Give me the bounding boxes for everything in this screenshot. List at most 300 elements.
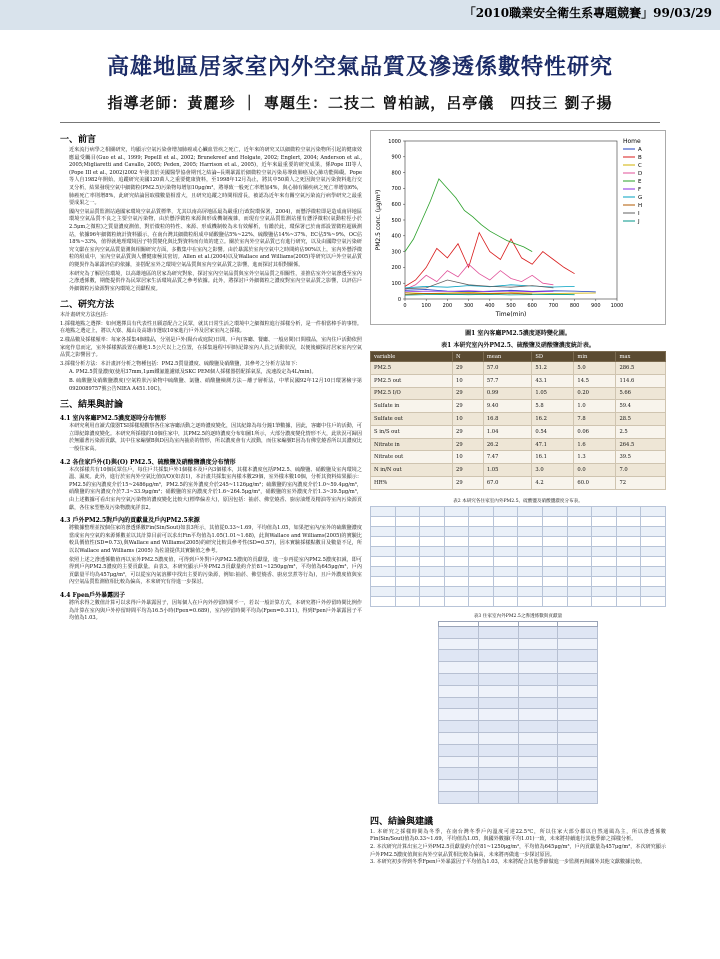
table-row [439, 780, 598, 792]
table-1-cell: 28.5 [616, 413, 666, 426]
table-2-cell [641, 506, 666, 516]
table-1-caption: 表1 本研究室內外PM2.5、硫酸鹽及硝酸鹽濃度統計表。 [441, 342, 595, 349]
table-row [439, 697, 598, 709]
table-1-cell: 59.4 [616, 400, 666, 413]
table-2-cell [641, 586, 666, 596]
y-tick-label: 500 [391, 217, 401, 224]
table-2-cell [371, 566, 396, 576]
table-1-cell: 7.47 [483, 451, 532, 464]
table-2-cell [567, 556, 592, 566]
table-2-cell [518, 566, 543, 576]
table-2-cell [395, 526, 420, 536]
table-2-cell [567, 546, 592, 556]
pm25-time-series-chart [371, 131, 665, 324]
table-2-cell [420, 566, 445, 576]
table-3-cell [439, 732, 479, 744]
table-1-header-cell: N [453, 352, 484, 362]
table-2-cell [371, 536, 396, 546]
results-paragraph-5: 將所求得之數值計算可以求得戶外暴露因子，因每個人在戶內外停留時間不一，若以一般計算方式，本研究將戶外停留時間比例作為計算在室內與戶外停留時間平均為16.5小時(Fpen=0.689)，室內停留時間平均為(Fpen=0.311)，得到Fpen戶外暴露因子平均值為1.03。 [69, 599, 362, 622]
table-1-cell: 57.0 [483, 362, 532, 375]
table-3-cell [558, 650, 598, 662]
table-3-cell [478, 662, 518, 674]
table-1-cell: 5.0 [574, 362, 616, 375]
conclusion-item-2: 2. 本次研究計算出室之戶外PM2.5貢獻量約介於81~1250μg/m³，平均值為645μg/m³，戶內貢獻量為457μg/m³，本次研究顯示戶外PM2.5濃度值與室內外空氣品質相比較為偏高，未來將再做進一步探討原因。 [370, 843, 666, 858]
table-3-cell [439, 638, 479, 650]
table-3-cell [439, 756, 479, 768]
table-2-cell [420, 556, 445, 566]
table-1-cell: 39.5 [616, 451, 666, 464]
legend-entry: J [638, 219, 640, 225]
table-2-cell [518, 576, 543, 586]
table-2-cell [616, 546, 641, 556]
table-1-cell: 29 [453, 425, 484, 438]
table-3-cell [439, 697, 479, 709]
results-subheading-4: 4.4 Fpen戶外暴露因子 [60, 591, 126, 599]
table-2-cell [444, 566, 469, 576]
table-2-cell [567, 526, 592, 536]
table-row [439, 791, 598, 803]
table-2-cell [592, 566, 617, 576]
table-3-cell [518, 756, 558, 768]
table-row [371, 566, 666, 576]
poster-authors: 指導老師：黃麗珍 ｜ 專題生：二技二 曾柏誠，呂亭儀 四技三 劉子揚 [107, 94, 613, 112]
title-divider [60, 122, 660, 123]
methods-item-a: A. PM2.5質量濃度(使用37mm,1μm鐵氟龍濾紙及SKC PEM個人採樣器搭配採氣泵，流速設定為4L/min)。 [69, 369, 317, 376]
table-3-cell [478, 650, 518, 662]
table-3-cell [478, 768, 518, 780]
table-3-cell [558, 697, 598, 709]
x-tick-label: 700 [548, 303, 559, 309]
x-tick-label: 100 [421, 303, 431, 309]
table-row [439, 721, 598, 733]
table-2-cell [420, 516, 445, 526]
table-row [371, 400, 666, 413]
methods-item-1: 1.採樣地點之選擇：如何選擇具有代表性且願意配合之民眾，就其日常生活之環境中之細微粒進行採樣分析，是一件相當棒手的事情。在地點之選定上，將以大寮、鳳山及高雄市選取10家進行戶外及居家室內之採樣。 [60, 320, 362, 335]
table-1-cell: 4.2 [532, 477, 574, 490]
legend-entry: F [638, 187, 642, 193]
legend-entry: I [638, 211, 640, 217]
table-1-cell: 10 [453, 413, 484, 426]
table-2-cell [444, 516, 469, 526]
table-3-cell [518, 638, 558, 650]
table-2-cell [518, 536, 543, 546]
table-3-cell [478, 685, 518, 697]
table-1-cell: 7.0 [616, 464, 666, 477]
table-2-cell [493, 556, 518, 566]
table-3-cell [439, 650, 479, 662]
table-row [371, 425, 666, 438]
table-row [439, 756, 598, 768]
table-1-cell: 57.7 [483, 374, 532, 387]
table-3-cell [439, 685, 479, 697]
table-2-cell [395, 506, 420, 516]
results-paragraph-4: 依照上述之滲透係數值再以室外PM2.5濃度值，可得到戶外對戶內PM2.5濃度的貢獻量，進一步再從室內PM2.5濃度扣減，即可得到戶內PM2.5濃度的主要貢獻量。由表3，本研究顯示戶外PM2.5貢獻量約介於81~1250μg/m³，平均值為645μg/m³，戶內貢獻量平均為457μg/m³，可以從室內氣溶膠中找出主要的污染源，例如:抽菸、佛堂燒香、廚房烹煮等行為)，且戶外濃度值與室內空氣品質監測值相比較為偏高，本來研究有待進一步探討。 [69, 556, 362, 586]
table-row [371, 516, 666, 526]
x-tick-label: 300 [463, 303, 474, 309]
table-2-cell [616, 576, 641, 586]
table-2-cell [543, 546, 568, 556]
table-2-cell [543, 506, 568, 516]
table-row [439, 662, 598, 674]
right-column [370, 130, 666, 956]
table-2-cell [371, 596, 396, 606]
results-subheading-1: 4.1 室內客廳PM2.5濃度逐時分布情形 [60, 415, 167, 423]
table-2-cell [543, 536, 568, 546]
legend-entry: B [638, 155, 642, 161]
table-3-cell [518, 650, 558, 662]
table-2-cell [641, 556, 666, 566]
table-3-cell [478, 709, 518, 721]
table-3-cell [478, 697, 518, 709]
y-tick-label: 100 [391, 281, 401, 287]
table-1-cell: 16.8 [483, 413, 532, 426]
table-1-cell: 10 [453, 451, 484, 464]
table-2-cell [493, 566, 518, 576]
table-2-cell [616, 526, 641, 536]
table-1-cell: 16.1 [532, 451, 574, 464]
table-1-cell: Nitrate out [371, 451, 453, 464]
table-2-cell [371, 516, 396, 526]
x-tick-label: 400 [485, 303, 495, 309]
x-tick-label: 800 [569, 303, 580, 309]
table-1-cell: 3.0 [532, 464, 574, 477]
table-2-cell [444, 556, 469, 566]
y-tick-label: 300 [391, 249, 401, 256]
table-row [371, 576, 666, 586]
table-2-cell [493, 586, 518, 596]
table-2-cell [395, 566, 420, 576]
y-tick-label: 1000 [388, 138, 401, 145]
table-1-cell: PM2.5 I/O [371, 387, 453, 400]
table-2-home-concentrations [370, 506, 666, 607]
table-2-cell [641, 566, 666, 576]
top-banner [0, 0, 720, 30]
table-3-cell [478, 756, 518, 768]
table-2-cell [543, 526, 568, 536]
table-row [371, 374, 666, 387]
table-1-cell: 7.8 [574, 413, 616, 426]
table-2-cell [592, 506, 617, 516]
table-2-cell [567, 536, 592, 546]
table-2-cell [616, 566, 641, 576]
table-2-cell [592, 546, 617, 556]
table-2-cell [616, 536, 641, 546]
legend-entry: E [638, 179, 642, 185]
table-1-cell: 29 [453, 400, 484, 413]
table-3-cell [558, 791, 598, 803]
table-2-cell [371, 586, 396, 596]
table-row [439, 674, 598, 686]
table-1-cell: 2.5 [616, 425, 666, 438]
table-2-caption: 表2 本研究各住家室內外PM2.5、硫酸鹽及硝酸鹽濃度分布表。 [453, 498, 583, 504]
table-3-cell [558, 685, 598, 697]
results-subheading-3: 4.3 戶外PM2.5對戶內的貢獻量及戶內PM2.5來源 [60, 517, 200, 525]
table-2-cell [444, 536, 469, 546]
table-1-cell: 1.04 [483, 425, 532, 438]
section-results-title: 三、結果與討論 [60, 400, 124, 411]
table-2-cell [616, 506, 641, 516]
table-row [439, 732, 598, 744]
table-1-cell: 5.8 [532, 400, 574, 413]
table-1-cell: 114.6 [616, 374, 666, 387]
table-3-cell [558, 662, 598, 674]
table-2-cell [567, 506, 592, 516]
table-2-cell [567, 516, 592, 526]
table-1-cell: Sulfate in [371, 400, 453, 413]
poster-title: 高雄地區居家室內外空氣品質及滲透係數特性研究 [106, 54, 613, 80]
table-2-cell [616, 596, 641, 606]
table-row [439, 768, 598, 780]
y-tick-label: 900 [391, 154, 401, 161]
table-1-cell: 29 [453, 387, 484, 400]
table-3-cell [558, 638, 598, 650]
section-methods-title: 二、研究方法 [60, 300, 115, 311]
table-2-cell [592, 526, 617, 536]
table-row [439, 709, 598, 721]
table-2-cell [371, 526, 396, 536]
figure-1-frame [370, 130, 666, 325]
table-2-cell [444, 596, 469, 606]
table-1-cell: 29 [453, 438, 484, 451]
table-3-cell [518, 685, 558, 697]
table-2-cell [444, 546, 469, 556]
table-2-cell [518, 526, 543, 536]
table-row [371, 413, 666, 426]
table-2-cell [420, 526, 445, 536]
table-2-cell [395, 556, 420, 566]
table-1-cell: HR% [371, 477, 453, 490]
table-2-cell [641, 576, 666, 586]
table-1-cell: N in/N out [371, 464, 453, 477]
table-2-cell [641, 546, 666, 556]
y-tick-label: 700 [391, 186, 401, 193]
table-2-cell [641, 596, 666, 606]
table-2-cell [567, 586, 592, 596]
table-3-caption: 表3 住家室內外PM2.5之滲透係數與貢獻量 [473, 613, 563, 619]
table-2-cell [641, 536, 666, 546]
table-1-cell: 10 [453, 374, 484, 387]
table-2-cell [420, 506, 445, 516]
table-1-cell: 1.3 [574, 451, 616, 464]
table-1-header-cell: mean [483, 352, 532, 362]
table-3-cell [518, 768, 558, 780]
table-1-cell: 0.06 [574, 425, 616, 438]
table-1-cell: 51.2 [532, 362, 574, 375]
table-1-cell: 0.0 [574, 464, 616, 477]
table-2-cell [592, 596, 617, 606]
table-1-statistics [370, 351, 666, 490]
table-1-cell: 47.1 [532, 438, 574, 451]
table-3-cell [478, 626, 518, 638]
intro-paragraph-1: 近來流行病學之相關研究，均顯示空氣污染會增加肺癌或心臟血管疾之死亡，近年來的研究又以細微粒空氣污染物所引起的健康效應最受矚目(Guo et al., 1999; Popelll et al., 2002; Brunekreef and Holgate, 2002; Englert, 2004; Anderson et al., 2005;Migliaretti and Cavallo, 2005; Peden, 2005; Harrison et al., 2005)，近年來最重要的研究成果，係Pope III等人(Pope III et al., 2002)2002 年發表於美國醫學協會期刊之結論─長期暴露於細微粒空氣污染易導致肺癌及心肺功能障礙。Pope等人自1982年開始，追蹤研究美國120萬人之重要健康資料，至1998年12月為止，將其中50萬人之死因與空氣污染資料進行交叉分析，結果發現空氣中細微粒(PM2.5)污染物每增加10μg/m³，將導致一般死亡率增加4%，與心肺有關疾病之死亡率增加6%，肺癌死亡率則增8%，此研究結論因取樣數量相當大，且研究追蹤之時間相當長，被認為近年來有關空氣污染流行病學研究之最重要成果之一。 [69, 147, 362, 207]
table-2-cell [420, 546, 445, 556]
table-3-cell [518, 662, 558, 674]
table-1-cell: Nitrate in [371, 438, 453, 451]
table-2-cell [518, 506, 543, 516]
legend-title: Home [623, 138, 641, 145]
table-row [371, 586, 666, 596]
methods-item-2: 2.樣品數及採樣頻率：每家各採集4個樣品，分別是戶外(陽台或庭院)日間、戶內(客廳、餐廳、一般房間)日間樣品，室內住戶活動依照家庭作息而定，室外採樣點設置在離地1.5公尺以上之位置，在採集過程中同時記錄室內人員之活動狀況，以便後續探討居家室內空氣品質之影響因子。 [60, 337, 362, 359]
table-2-cell [469, 566, 494, 576]
table-row [371, 438, 666, 451]
y-tick-label: 400 [391, 233, 401, 240]
table-3-cell [558, 626, 598, 638]
table-1-cell: S in/S out [371, 425, 453, 438]
table-2-cell [518, 586, 543, 596]
table-3-cell [518, 721, 558, 733]
table-2-cell [518, 516, 543, 526]
table-2-cell [371, 546, 396, 556]
table-2-cell [543, 576, 568, 586]
table-2-cell [493, 576, 518, 586]
table-1-cell: 26.2 [483, 438, 532, 451]
table-3-cell [439, 744, 479, 756]
table-2-cell [469, 546, 494, 556]
table-2-cell [371, 506, 396, 516]
table-2-cell [616, 516, 641, 526]
table-2-cell [543, 586, 568, 596]
table-3-cell [558, 756, 598, 768]
table-2-cell [469, 576, 494, 586]
table-2-cell [469, 586, 494, 596]
table-2-cell [469, 506, 494, 516]
table-3-cell [439, 791, 479, 803]
table-3-cell [558, 709, 598, 721]
conclusion-item-3: 3. 本研究初步得到冬季Fpen戶外暴露因子平均值為1.03，未來將配合其他季節做進一步監測再與國外其他文獻數據比較。 [370, 859, 646, 866]
table-3-cell [518, 697, 558, 709]
table-2-cell [616, 556, 641, 566]
table-2-cell [592, 536, 617, 546]
table-3-penetration [438, 621, 598, 804]
table-1-header-cell: max [616, 352, 666, 362]
table-1-cell: 9.40 [483, 400, 532, 413]
y-axis-label: PM2.5 conc. (μg/m³) [375, 189, 382, 251]
table-2-cell [395, 546, 420, 556]
intro-paragraph-3: 本研究為了解居住環境，以高雄地區的居家為研究對象，探討室內空氣品質與室外空氣品質之相關性，並推估室外空氣滲透至室內之滲透係數，期能提供作為民眾居家生活環境品質之參考依據。此外，將探討戶外細微粒之濃度對室內空氣品質之影響，以評估戶外細微粒污染源對室內環境之貢獻程度。 [69, 270, 362, 292]
y-tick-label: 0 [397, 296, 401, 303]
table-2-cell [493, 506, 518, 516]
table-3-cell [439, 709, 479, 721]
table-2-cell [469, 536, 494, 546]
legend-entry: G [638, 195, 643, 201]
table-3-cell [558, 768, 598, 780]
table-3-cell [478, 638, 518, 650]
figure-1-caption: 圖1 室內客廳PM2.5濃度逐時變化圖。 [465, 330, 571, 337]
table-3-cell [439, 721, 479, 733]
table-3-cell [439, 626, 479, 638]
table-1-cell: 0.20 [574, 387, 616, 400]
table-row [439, 685, 598, 697]
table-2-cell [469, 526, 494, 536]
table-3-cell [518, 709, 558, 721]
table-2-cell [444, 506, 469, 516]
y-tick-label: 200 [391, 265, 401, 272]
table-row [439, 626, 598, 638]
table-2-cell [493, 546, 518, 556]
table-2-cell [567, 566, 592, 576]
table-2-cell [420, 536, 445, 546]
table-2-cell [420, 596, 445, 606]
table-2-cell [567, 596, 592, 606]
table-1-cell: 1.05 [532, 387, 574, 400]
table-2-cell [395, 586, 420, 596]
table-3-cell [518, 626, 558, 638]
table-1-cell: 29 [453, 464, 484, 477]
methods-intro: 本計畫研究方法包括： [60, 312, 111, 319]
table-2-cell [493, 526, 518, 536]
table-2-cell [493, 596, 518, 606]
table-1-cell: 1.0 [574, 400, 616, 413]
y-tick-label: 800 [391, 170, 401, 177]
table-3-cell [478, 744, 518, 756]
table-3-cell [439, 780, 479, 792]
results-subheading-2: 4.2 各住家戶外(I)與(O) PM2.5、硫酸鹽及硝酸鹽濃度分布情形 [60, 458, 236, 466]
table-2-cell [518, 596, 543, 606]
table-1-cell: 286.5 [616, 362, 666, 375]
section-conclusion-title: 四、結論與建議 [370, 816, 434, 827]
table-2-cell [543, 516, 568, 526]
table-row [439, 638, 598, 650]
legend-entry: C [638, 163, 642, 169]
table-1-cell: 0.99 [483, 387, 532, 400]
table-3-cell [558, 674, 598, 686]
table-1-header-cell: SD [532, 352, 574, 362]
x-tick-label: 1000 [610, 303, 624, 309]
methods-item-3: 3.採樣分析方法：本計畫評分析之物種包括：PM2.5質量濃度、硫酸鹽及硝酸鹽，其參考之分析方法如下： [60, 360, 301, 367]
table-2-cell [641, 526, 666, 536]
table-row [371, 556, 666, 566]
table-1-cell: Sulfate out [371, 413, 453, 426]
table-1-cell: 5.66 [616, 387, 666, 400]
table-row [371, 451, 666, 464]
table-2-cell [420, 586, 445, 596]
table-row [439, 744, 598, 756]
table-1-cell: 29 [453, 362, 484, 375]
table-1-cell: 0.54 [532, 425, 574, 438]
table-3-cell [518, 791, 558, 803]
table-3-cell [518, 744, 558, 756]
table-1-cell: 14.5 [574, 374, 616, 387]
table-3-cell [478, 721, 518, 733]
table-2-cell [469, 556, 494, 566]
table-row [371, 536, 666, 546]
table-3-cell [478, 674, 518, 686]
table-1-header-cell: variable [371, 352, 453, 362]
table-1-cell: 1.6 [574, 438, 616, 451]
table-row [371, 526, 666, 536]
table-row [371, 477, 666, 490]
table-2-cell [641, 516, 666, 526]
contest-label: 「2010職業安全衛生系專題競賽」99/03/29 [463, 6, 712, 20]
table-3-cell [478, 780, 518, 792]
table-2-cell [371, 576, 396, 586]
table-2-cell [543, 556, 568, 566]
results-paragraph-3: 將數據整理並按個住家的滲透係數Fin(Sin/Sout)如表3所示，其值從0.33~1.69，平均值為1.05，如果把室內/室外的硫酸鹽濃度當成室內空氣的來源係數並以其計算目前可以求出Fin平均值為1.05(1.01~1.68)，此與Wallace and Williams(2005)的實驗比較具價值性(SD=0.73),與Wallace and Williams(2005)的研究比較具參考性(SD=0.57)，因本實驗採樣點數目及數量不足，所以以Wallace and Williams (2005) 為佐證提供其實驗值之參考。 [69, 525, 362, 554]
table-1-cell: 1.05 [483, 464, 532, 477]
table-row [371, 546, 666, 556]
table-row [439, 650, 598, 662]
legend-entry: D [638, 171, 643, 177]
table-1-cell: 72 [616, 477, 666, 490]
x-axis-label: Time(min) [495, 311, 527, 318]
table-2-cell [395, 596, 420, 606]
table-1-cell: 264.5 [616, 438, 666, 451]
table-2-cell [592, 576, 617, 586]
table-3-cell [558, 744, 598, 756]
y-tick-label: 600 [391, 202, 401, 208]
intro-paragraph-2: 國內空氣品質監測站過國家環境空氣品質標準，尤其以南高屏地區最為嚴重(行政院環保署，2004)，而懸浮微粒即是造成南屏地區環境空氣品質不良之主要空氣污染物，由於懸浮微粒來源與形成機制複雜，而現有空氣品質監測站僅有懸浮微粒(氣動粒徑小於2.5μm之微粒)之質量濃度測值，對於微粒的特性、來源、形成機制較為未有效解析，有鑑於此，環保署已於南部設置微粒超級測站，依據96年細微粒統計資料顯示，在南台灣其細微粒組成中硝酸鹽佔5%~22%、硫酸鹽佔14%~37%、EC佔5%~9%、OC佔18%~33%，值得就地理環境因子特質變化與比對資料而有效的建立。關於室內外空氣品質已有進行研究，以及由國際空氣污染研究文獻在室內空氣品質量測與相關研究方面，多數集中在室內之影響。由於暴露於室內空氣中之時間約佔90%以上，室內外懸浮微粒的組成中，室內空氣品質與人體健康極其密切。Allen et al.(2004)以及Wallace and Williams(2005)等研究以戶外空氣品質的變異作為暴露評估的依據，並搭配室外之環境空氣品質與室內空氣品質之影響，進而探討其相對關係。 [69, 208, 362, 268]
table-2-cell [469, 596, 494, 606]
